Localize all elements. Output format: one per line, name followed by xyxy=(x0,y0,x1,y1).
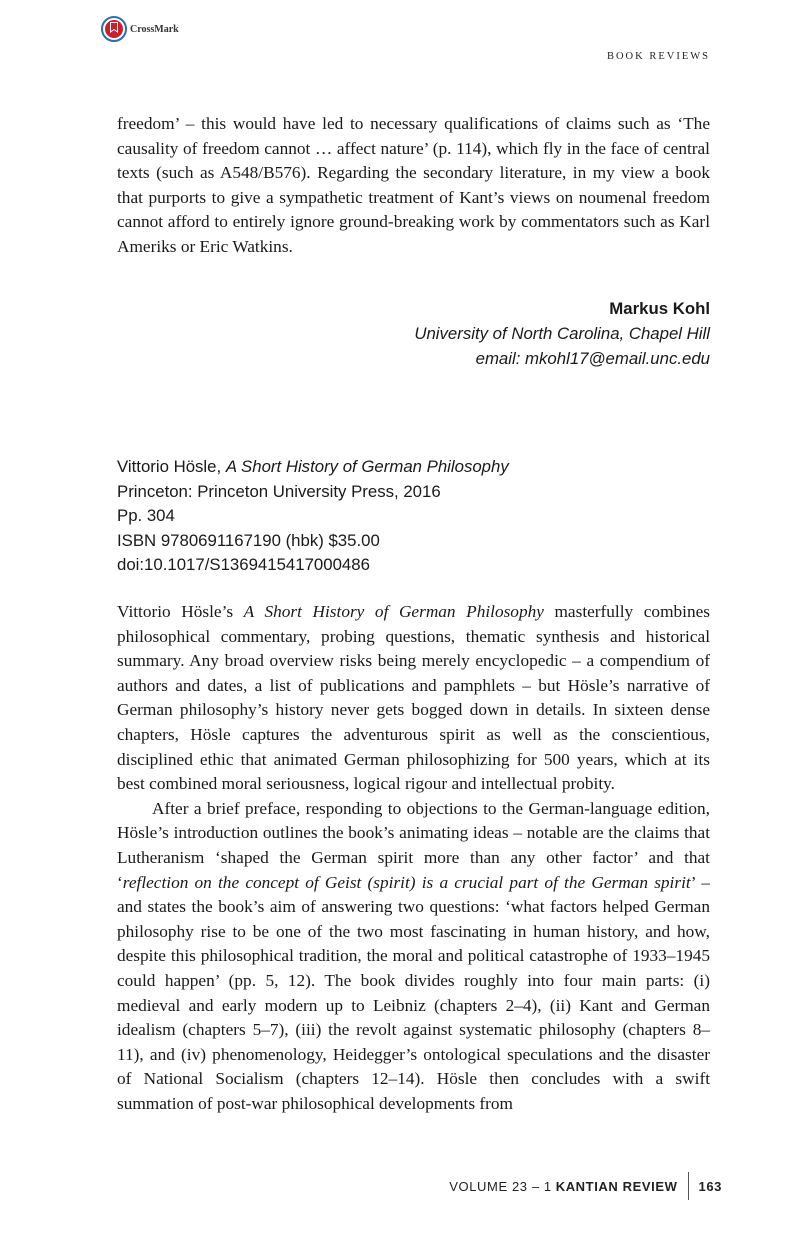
running-head: BOOK REVIEWS xyxy=(606,51,710,62)
crossmark-label: CrossMark xyxy=(130,23,179,35)
footer-divider xyxy=(688,1172,689,1200)
book-author-title-line xyxy=(117,455,509,480)
reviewer-signature xyxy=(414,296,710,371)
p2-rest: ’ – and states the book’s aim of answering two questions: ‘what factors helped German philosophy rise to be one of the two most fascinating in human history, and how, despite this philosophical tradition, the moral and political catastrophe of 1933–1945 could happen’ (pp. 5, 12). The book divides roughly into four main parts: (i) medieval and early modern up to Leibniz (chapters 2–4), (ii) Kant and German idealism (chapters 5–7), (iii) the revolt against systematic philosophy (chapters 8–11), and (iv) phenomenology, Heidegger’s ontological speculations and the disaster of National Socialism (chapters 12–14). Hösle then concludes with a swift summation of post-war philosophical developments from xyxy=(117,872,710,1113)
review-body xyxy=(117,600,710,1116)
book-pages: Pp. 304 xyxy=(117,506,175,525)
p2-italic-quote: reflection on the concept of Geist (spirit) is a crucial part of the German spirit xyxy=(122,872,691,892)
page-footer xyxy=(449,1172,722,1200)
crossmark-badge[interactable] xyxy=(101,16,179,42)
book-citation xyxy=(117,455,509,578)
book-publisher: Princeton: Princeton University Press, 2016 xyxy=(117,481,441,501)
reviewer-name: Markus Kohl xyxy=(609,299,710,318)
review-paragraph-2 xyxy=(117,797,710,1117)
book-author: Vittorio Hösle, xyxy=(117,457,226,476)
p2-start: After a brief preface, responding to objections to the German-language edition, Hösle’s introduction outlines the book’s animating ideas – notable are the claims that Lutheranism ‘shaped the German spirit more than any other factor’ and that ‘ xyxy=(117,798,710,892)
p1-book-title: A Short History of German Philosophy xyxy=(243,602,544,621)
footer-volume: VOLUME 23 – 1 xyxy=(449,1178,552,1194)
p1-rest: masterfully combines philosophical commentary, probing questions, thematic synthesis and historical summary. Any broad overview risks being merely encyclopedic – a compendium of authors and dates, a list of publications and pamphlets – but Hösle’s narrative of German philosophy’s history never gets bogged down in details. In sixteen dense chapters, Hösle captures the adventurous spirit as well as the conscientious, disciplined ethic that animated German philosophizing for 500 years, which at its best combined moral seriousness, logical rigour and intellectual probity. xyxy=(117,602,710,794)
reviewer-affiliation: University of North Carolina, Chapel Hill xyxy=(414,324,710,343)
footer-journal: KANTIAN REVIEW xyxy=(555,1178,678,1194)
book-title: A Short History of German Philosophy xyxy=(225,457,509,476)
review-paragraph-1 xyxy=(117,600,710,797)
book-doi[interactable]: doi:10.1017/S1369415417000486 xyxy=(117,555,370,574)
p1-start: Vittorio Hösle’s xyxy=(117,602,244,621)
closing-paragraph: freedom’ – this would have led to necessary qualifications of claims such as ‘The causality of freedom cannot … affect nature’ (p. 114), which fly in the face of central texts (such as A548/B576). Regarding the secondary literature, in my view a book that purports to give a sympathetic treatment of Kant’s views on noumenal freedom cannot afford to entirely ignore ground-breaking work by commentators such as Karl Ameriks or Eric Watkins. xyxy=(117,114,710,256)
reviewer-email[interactable]: email: mkohl17@email.unc.edu xyxy=(475,349,710,368)
book-isbn: ISBN 9780691167190 (hbk) $35.00 xyxy=(117,530,380,550)
crossmark-icon xyxy=(101,16,127,42)
previous-review-ending xyxy=(117,112,710,260)
page-number: 163 xyxy=(698,1178,722,1194)
